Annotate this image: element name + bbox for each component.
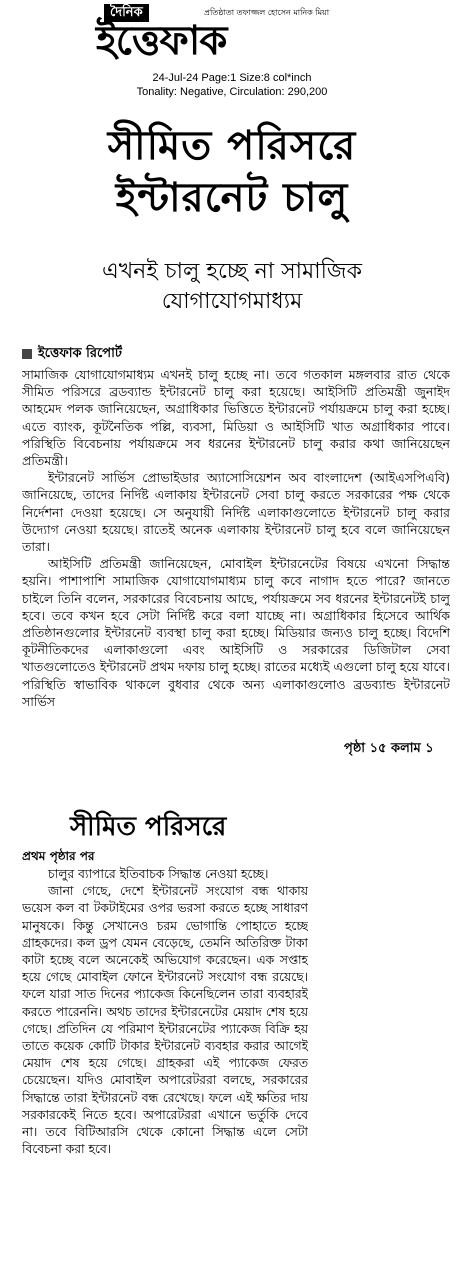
headline-line1: সীমিত পরিসরে	[107, 123, 357, 169]
masthead-dainik: দৈনিক	[104, 4, 149, 22]
subheadline-line1: এখনই চালু হচ্ছে না সামাজিক	[102, 259, 362, 284]
newspaper-masthead	[96, 4, 366, 66]
byline-text: ইত্তেফাক রিপোর্ট	[38, 346, 122, 361]
continued-on-page: পৃষ্ঠা ১৫ কলাম ১	[344, 741, 434, 756]
continuation-paragraph-1: চালুর ব্যাপারে ইতিবাচক সিদ্ধান্ত নেওয়া হচ্ছে।	[48, 867, 269, 881]
subheadline-line2: যোগাযোগমাধ্যম	[161, 289, 303, 314]
masthead-name: ইত্তেফাক	[96, 18, 227, 64]
continuation-paragraph-2: জানা গেছে, দেশে ইন্টারনেট সংযোগ বন্ধ থাকায় ভয়েস কল বা টকটাইমের ওপর ভরসা করতে হচ্ছে সাধারণ মানুষকে। কিন্তু সেখানেও চরম ভোগান্তি পোহাতে হচ্ছে গ্রাহকদের। কল ড্রপ যেমন বেড়েছে, তেমনি অতিরিক্ত টাকা কাটা হচ্ছে বলে অনেকেই অভিযোগ করেছেন। এক সপ্তাহ হয়ে গেছে মোবাইল ফোনে ইন্টারনেট সংযোগ বন্ধ রয়েছে। ফলে যারা সাত দিনের প্যাকেজ কিনেছিলেন তারা ব্যবহারই করতে পারেননি। অথচ তাদের ইন্টারনেটের মেয়াদ শেষ হয়ে গেছে। প্রতিদিন যে পরিমাণ ইন্টারনেটের প্যাকেজ বিক্রি হয় তাতে কয়েক কোটি টাকার ইন্টারনেট ব্যবহার করার আগেই মেয়াদ শেষ হয়ে গেছে। গ্রাহকরা এই প্যাকেজ ফেরত চেয়েছেন। যদিও মোবাইল অপারেটররা বলছে, সরকারের সিদ্ধান্তে তারা ইন্টারনেট বন্ধ রেখেছে। ফলে এই ক্ষতির দায় সরকারকেই নিতে হবে। অপারেটররা এখানে ভর্তুকি দেবে না। তবে বিটিআরসি থেকে কোনো সিদ্ধান্ত এলে সেটা বিবেচনা করা হবে।	[22, 884, 308, 1157]
square-bullet-icon	[22, 349, 32, 359]
continuation-body	[22, 866, 308, 1262]
body-paragraph-2: ইন্টারনেট সার্ভিস প্রোভাইডার অ্যাসোসিয়েশন অব বাংলাদেশ (আইএসপিএবি) জানিয়েছে, তাদের নির্দিষ্ট এলাকায় ইন্টারনেট সেবা চালু করতে সরকারের পক্ষ থেকে নির্দেশনা দেওয়া হয়েছে। সে অনুযায়ী নির্দিষ্ট এলাকাগুলোতে ইন্টারনেট চালু করার উদ্যোগ নেওয়া হয়েছে। রাতেই অনেক এলাকায় ইন্টারনেট চালু হবে বলে জানিয়েছেন তারা।	[22, 470, 450, 555]
body-paragraph-1: সামাজিক যোগাযোগমাধ্যম এখনই চালু হচ্ছে না। তবে গতকাল মঙ্গলবার রাত থেকে সীমিত পরিসরে ব্রডব্যান্ড ইন্টারনেট চালু করা হয়েছে। আইসিটি প্রতিমন্ত্রী জুনাইদ আহমেদ পলক জানিয়েছেন, অগ্রাধিকার ভিত্তিতে ইন্টারনেট পর্যায়ক্রমে চালু করা হচ্ছে। এতে ব্যাংক, কূটনৈতিক পল্লি, ব্যবসা, মিডিয়া ও আইসিটি খাত অগ্রাধিকার পাবে। পরিস্থিতি বিবেচনায় পর্যায়ক্রমে সব ধরনের ইন্টারনেট চালু করার কথা জানিয়েছেন প্রতিমন্ত্রী।	[22, 367, 450, 469]
body-paragraph-3: আইসিটি প্রতিমন্ত্রী জানিয়েছেন, মোবাইল ইন্টারনেটের বিষয়ে এখনো সিদ্ধান্ত হয়নি। পাশাপাশি সামাজিক যোগাযোগমাধ্যম চালু কবে নাগাদ হতে পারে? জানতে চাইলে তিনি বলেন, সরকারের বিবেচনায় আছে, পর্যায়ক্রমে সব ধরনের ইন্টারনেটই চালু হবে। তবে কখন হবে সেটা নির্দিষ্ট করে বলা যাচ্ছে না। অগ্রাধিকার হিসেবে আর্থিক প্রতিষ্ঠানগুলোর ইন্টারনেট ব্যবস্থা চালু করা হচ্ছে। মিডিয়ার জন্যও চালু হচ্ছে। বিদেশি কূটনীতিকদের এলাকাগুলো এবং আইসিটি ও সরকারের ডিজিটাল সেবা খাতগুলোতেও ইন্টারনেট প্রথম দফায় চালু হচ্ছে। রাতের মধ্যেই এগুলো চালু হয়ে যাবে। পরিস্থিতি স্বাভাবিক থাকলে বুধবার থেকে অন্য এলাকাগুলোও ব্রডব্যান্ড ইন্টারনেট সার্ভিস	[22, 556, 450, 709]
clip-meta-line2: Tonality: Negative, Circulation: 290,200	[136, 86, 328, 98]
masthead-tagline: প্রতিষ্ঠাতা তফাজ্জল হোসেন মানিক মিয়া	[204, 8, 330, 17]
byline	[22, 346, 122, 362]
article-body	[22, 366, 450, 738]
continued-from-label: প্রথম পৃষ্ঠার পর	[22, 849, 95, 863]
headline-line2: ইন্টারনেট চালু	[115, 175, 349, 221]
clip-meta-line1: 24-Jul-24 Page:1 Size:8 col*inch	[152, 72, 312, 84]
continuation-heading: সীমিত পরিসরে	[70, 812, 227, 842]
